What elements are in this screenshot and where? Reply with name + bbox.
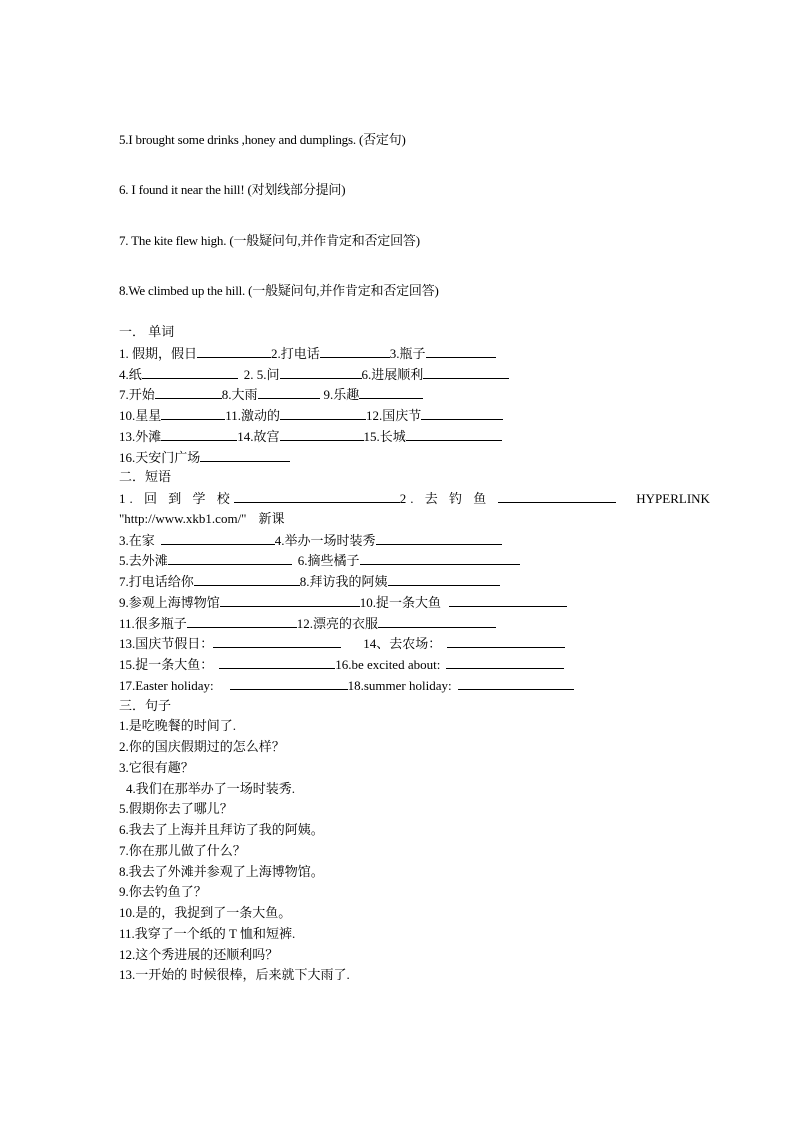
word-row: [119, 364, 689, 385]
sentence-item: 1.是吃晚餐的时间了.: [119, 718, 237, 734]
word-label: 15.长城: [363, 428, 406, 444]
word-row: [119, 405, 689, 426]
phrase-row: [119, 613, 689, 634]
answer-blank[interactable]: [449, 592, 567, 607]
word-label: 2. 5.问: [243, 366, 280, 382]
answer-blank[interactable]: [446, 654, 564, 669]
sentence-item: 4.我们在那举办了一场时装秀.: [126, 780, 296, 796]
phrase-label: 11.很多瓶子: [119, 615, 187, 631]
question-5: 5.I brought some drinks ,honey and dumplings. (否定句): [119, 132, 406, 147]
answer-blank[interactable]: [447, 633, 565, 648]
word-label: 6.进展顺利: [361, 366, 424, 382]
answer-blank[interactable]: [498, 488, 616, 503]
answer-blank[interactable]: [458, 675, 574, 690]
phrase-row: [119, 654, 689, 675]
phrase-label: 9.参观上海博物馆: [119, 594, 220, 610]
answer-blank[interactable]: [220, 592, 360, 607]
word-label: 1. 假期，假日: [119, 345, 198, 361]
hyperlink-url: "http://www.xkb1.com/": [119, 510, 247, 526]
word-label: 10.星星: [119, 408, 162, 423]
answer-blank[interactable]: [258, 384, 320, 399]
phrase-label: 13.国庆节假日：: [119, 636, 214, 652]
section-heading-words: 一． 单词: [119, 324, 175, 339]
phrase-label: 18.summer holiday:: [347, 677, 452, 693]
answer-blank[interactable]: [161, 530, 275, 545]
answer-blank[interactable]: [280, 364, 362, 379]
word-row: [119, 384, 689, 405]
word-row: [119, 447, 689, 468]
phrase-label: 1. 回 到 学 校: [119, 491, 234, 506]
word-label: 11.激动的: [225, 408, 281, 423]
word-label: 8.大雨: [221, 387, 258, 403]
answer-blank[interactable]: [187, 613, 297, 628]
answer-blank[interactable]: [213, 633, 341, 648]
phrase-label: 2. 去 钓 鱼: [399, 491, 491, 506]
word-row: [119, 426, 689, 447]
answer-blank[interactable]: [200, 447, 290, 462]
answer-blank[interactable]: [142, 364, 238, 379]
sentence-item: 5.假期你去了哪儿？: [119, 801, 233, 817]
question-8: 8.We climbed up the hill. (一般疑问句,并作肯定和否定回答): [119, 283, 439, 298]
phrase-row: [119, 530, 689, 551]
phrase-row: [119, 592, 689, 613]
vocabulary-section: [119, 322, 710, 986]
word-label: 9.乐趣: [323, 387, 360, 403]
word-label: 13.外滩: [119, 428, 162, 444]
answer-blank[interactable]: [155, 384, 222, 399]
word-label: 14.故宫: [237, 428, 280, 444]
hyperlink-field-code: HYPERLINK: [636, 491, 710, 506]
phrase-label: 6.摘些橘子: [297, 553, 360, 569]
sentence-item: 13.一开始的 时候很棒，后来就下大雨了.: [119, 967, 350, 983]
answer-blank[interactable]: [194, 571, 300, 586]
phrase-row: [119, 550, 689, 571]
section-heading-sentences: 三．句子: [119, 697, 172, 713]
answer-blank[interactable]: [219, 654, 335, 669]
phrase-label: 3.在家: [119, 532, 155, 548]
answer-blank[interactable]: [378, 613, 496, 628]
phrase-label: 7.打电话给你: [119, 574, 194, 589]
link-text[interactable]: 新课: [258, 510, 285, 526]
answer-blank[interactable]: [161, 426, 237, 441]
answer-blank[interactable]: [280, 426, 364, 441]
phrase-row: [119, 509, 689, 530]
word-label: 2.打电话: [271, 345, 320, 361]
sentence-item: 8.我去了外滩并参观了上海博物馆。: [119, 863, 324, 879]
sentence-item: 10.是的，我捉到了一条大鱼。: [119, 905, 292, 920]
phrase-label: 17.Easter holiday:: [119, 677, 214, 693]
word-label: 3.瓶子: [389, 345, 426, 361]
word-row: [119, 343, 689, 364]
phrase-label: 8.拜访我的阿姨: [299, 574, 388, 589]
word-label: 4.纸: [119, 366, 142, 382]
sentence-item: 12.这个秀进展的还顺利吗？: [119, 946, 279, 962]
question-7: 7. The kite flew high. (一般疑问句,并作肯定和否定回答): [119, 233, 420, 248]
word-label: 16.天安门广场: [119, 449, 201, 465]
answer-blank[interactable]: [360, 550, 520, 565]
word-label: 12.国庆节: [366, 408, 422, 423]
phrase-label: 14、去农场：: [363, 636, 442, 652]
sentence-item: 11.我穿了一个纸的 T 恤和短裤.: [119, 925, 296, 941]
answer-blank[interactable]: [161, 405, 225, 420]
section-heading-phrases: 二．短语: [119, 469, 172, 485]
answer-blank[interactable]: [406, 426, 502, 441]
phrase-row: [119, 675, 689, 696]
phrase-label: 16.be excited about:: [335, 657, 441, 672]
answer-blank[interactable]: [320, 343, 390, 358]
answer-blank[interactable]: [230, 675, 348, 690]
sentence-item: 6.我去了上海并且拜访了我的阿姨。: [119, 822, 324, 837]
answer-blank[interactable]: [234, 488, 400, 503]
phrase-label: 4.举办一场时装秀: [274, 532, 376, 548]
phrase-label: 5.去外滩: [119, 553, 168, 569]
answer-blank[interactable]: [426, 343, 496, 358]
word-label: 7.开始: [119, 387, 155, 403]
phrase-row: [119, 571, 689, 592]
sentence-item: 3.它很有趣？: [119, 759, 194, 775]
answer-blank[interactable]: [421, 405, 503, 420]
answer-blank[interactable]: [197, 343, 271, 358]
phrase-row: [119, 633, 689, 654]
sentence-item: 9.你去钓鱼了？: [119, 884, 207, 900]
answer-blank[interactable]: [168, 550, 292, 565]
phrase-label: 15.捉一条大鱼：: [119, 657, 214, 672]
question-6: 6. I found it near the hill! (对划线部分提问): [119, 182, 346, 197]
phrase-label: 12.漂亮的衣服: [296, 615, 379, 631]
answer-blank[interactable]: [280, 405, 366, 420]
answer-blank[interactable]: [388, 571, 500, 586]
sentence-item: 2.你的国庆假期过的怎么样？: [119, 739, 285, 754]
phrase-label: 10.捉一条大鱼: [359, 594, 442, 610]
phrase-row: [119, 488, 710, 509]
answer-blank[interactable]: [376, 530, 502, 545]
answer-blank[interactable]: [423, 364, 509, 379]
sentence-item: 7.你在那儿做了什么？: [119, 842, 246, 858]
answer-blank[interactable]: [359, 384, 423, 399]
